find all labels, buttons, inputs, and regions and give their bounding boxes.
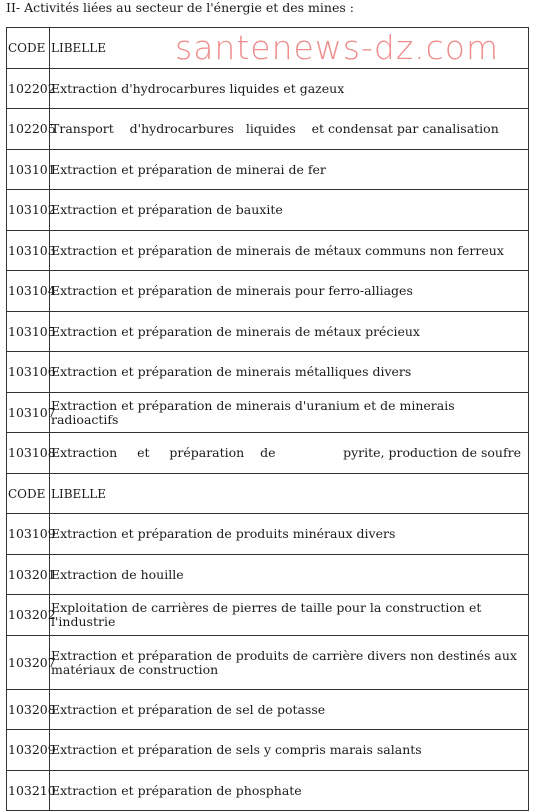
libelle-cell: Extraction et préparation de pyrite, production de soufre (50, 433, 529, 473)
activities-table (6, 27, 529, 811)
code-cell: 103208 (7, 690, 50, 729)
code-cell: 103106 (7, 352, 50, 392)
libelle-cell: Extraction et préparation de bauxite (50, 190, 529, 230)
code-cell: 103109 (7, 514, 50, 554)
libelle-cell: Extraction et préparation de minerais de métaux communs non ferreux (50, 231, 529, 270)
table-row (7, 352, 529, 393)
code-cell: 103103 (7, 231, 50, 270)
libelle-cell: Transport d'hydrocarbures liquides et condensat par canalisation (50, 109, 529, 149)
table-row (7, 514, 529, 555)
table-row (7, 271, 529, 312)
table-row (7, 109, 529, 150)
code-cell: 103207 (7, 636, 50, 689)
table-row (7, 433, 529, 474)
table-row (7, 690, 529, 730)
libelle-cell: Exploitation de carrières de pierres de taille pour la construction et l'industrie (50, 595, 529, 635)
libelle-cell: Extraction et préparation de minerais d'uranium et de minerais radioactifs (50, 393, 529, 432)
libelle-cell: Extraction et préparation de sel de potasse (50, 690, 529, 729)
code-cell: 103210 (7, 771, 50, 810)
code-cell: 103102 (7, 190, 50, 230)
code-cell: 103202 (7, 595, 50, 635)
code-cell: 102205 (7, 109, 50, 149)
watermark: santenews-dz.com (175, 28, 500, 67)
code-cell: 103201 (7, 555, 50, 594)
libelle-header: LIBELLE (50, 474, 529, 513)
code-header: CODE (7, 474, 50, 513)
section-heading: II- Activités liées au secteur de l'énergie et des mines : (6, 0, 354, 15)
code-cell: 103104 (7, 271, 50, 311)
libelle-cell: Extraction et préparation de sels y compris marais salants (50, 730, 529, 770)
libelle-cell: Extraction de houille (50, 555, 529, 594)
code-cell: 103101 (7, 150, 50, 189)
libelle-cell: Extraction d'hydrocarbures liquides et gazeux (50, 69, 529, 108)
table-row (7, 771, 529, 811)
libelle-cell: Extraction et préparation de minerais pour ferro-alliages (50, 271, 529, 311)
code-cell: 102202 (7, 69, 50, 108)
code-cell: 103105 (7, 312, 50, 351)
table-row (7, 595, 529, 636)
table-row (7, 231, 529, 271)
libelle-cell: Extraction et préparation de minerais de métaux précieux (50, 312, 529, 351)
table-row (7, 393, 529, 433)
table-row (7, 150, 529, 190)
code-cell: 103107 (7, 393, 50, 432)
libelle-cell: Extraction et préparation de minerai de fer (50, 150, 529, 189)
code-header: CODE (7, 28, 50, 68)
libelle-cell: Extraction et préparation de phosphate (50, 771, 529, 810)
code-cell: 103209 (7, 730, 50, 770)
table-row (7, 312, 529, 352)
table-header-row (7, 474, 529, 514)
table-row (7, 555, 529, 595)
libelle-cell: Extraction et préparation de produits de carrière divers non destinés aux matériaux de construction (50, 636, 529, 689)
table-row (7, 190, 529, 231)
code-cell: 103108 (7, 433, 50, 473)
table-row (7, 636, 529, 690)
table-row (7, 730, 529, 771)
libelle-cell: Extraction et préparation de minerais métalliques divers (50, 352, 529, 392)
table-row (7, 69, 529, 109)
libelle-cell: Extraction et préparation de produits minéraux divers (50, 514, 529, 554)
libelle-header: LIBELLE (50, 28, 529, 68)
